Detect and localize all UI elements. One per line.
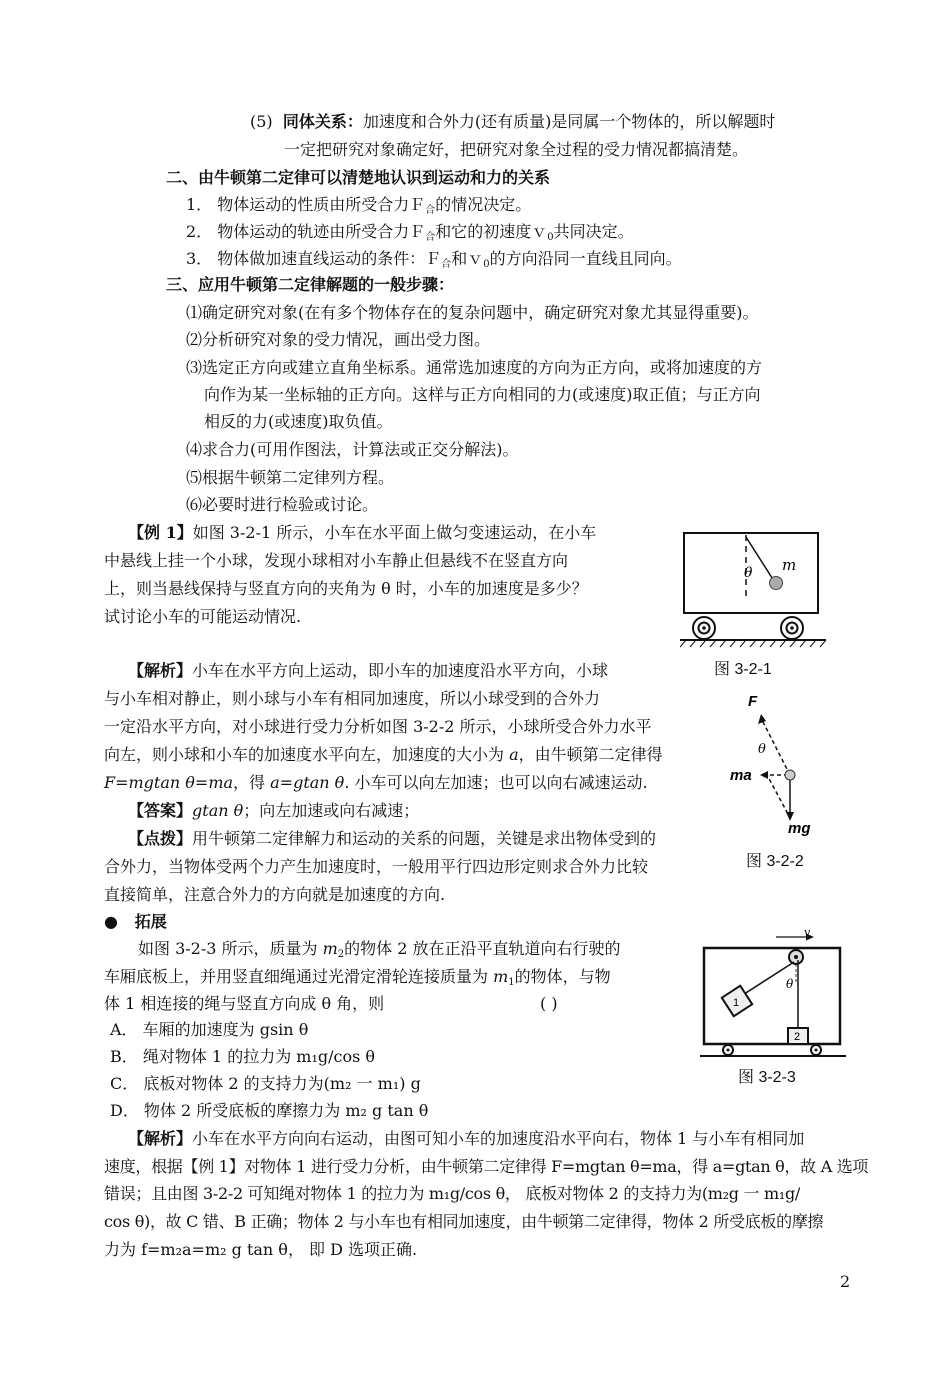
section-2-heading: 二、由牛顿第二定律可以清楚地认识到运动和力的关系 <box>166 168 551 187</box>
figure-3-2-2-caption: 图 3-2-2 <box>746 853 804 870</box>
solution-1-line2: 与小车相对静止，则小球与小车有相同加速度，所以小球受到的合外力 <box>104 689 601 708</box>
theta-label: θ <box>744 565 753 581</box>
extension-heading: ● 拓展 <box>104 912 167 931</box>
solution-2-line4: cos θ)，故 C 错、B 正确；物体 2 与小车也有相同加速度，由牛顿第二定律得，物体 2 所受底板的摩擦 <box>104 1212 824 1231</box>
theta-label: θ <box>786 977 794 991</box>
solution-label: 【解析】 <box>128 1129 193 1148</box>
solution-2-line3: 错误；且由图 3-2-2 可知绳对物体 1 的拉力为 m₁g/cos θ， 底板对物体 2 的支持力为(m₂g 一 m₁g/ <box>104 1184 801 1203</box>
step-2: ⑵分析研究对象的受力情况，画出受力图。 <box>186 330 491 349</box>
item-title: 同体关系： <box>282 112 363 131</box>
mg-label: mg <box>788 820 811 837</box>
answer-label: 【答案】 <box>128 801 193 820</box>
tip-1-line3: 直接简单，注意合外力的方向就是加速度的方向. <box>104 885 446 904</box>
step-5: ⑸根据牛顿第二定律列方程。 <box>186 468 395 487</box>
extension-line3: 体 1 相连接的绳与竖直方向成 θ 角，则 <box>104 994 385 1013</box>
answer-bracket: ( ) <box>540 994 558 1013</box>
sec2-item-2: 2． 物体运动的轨迹由所受合力Ｆ$_合$和它的初速度ｖ$_0$共同决定。 <box>186 222 634 243</box>
figure-3-2-2-force-diagram <box>728 688 818 848</box>
step-3-line1: ⑶选定正方向或建立直角坐标系。通常选加速度的方向为正方向，或将加速度的方 <box>186 358 763 377</box>
sec2-item-1: 1． 物体运动的性质由所受合力Ｆ$_合$的情况决定。 <box>186 195 532 216</box>
example-1-line2: 中悬线上挂一个小球，发现小球相对小车静止但悬线不在竖直方向 <box>104 551 569 570</box>
step-6: ⑹必要时进行检验或讨论。 <box>186 495 379 514</box>
figure-3-2-1-caption: 图 3-2-1 <box>714 661 772 678</box>
tip-1-line1: 【点拨】用牛顿第二定律解力和运动的关系的问题，关键是求出物体受到的 <box>128 829 657 848</box>
step-4: ⑷求合力(可用作图法，计算法或正交分解法)。 <box>186 440 519 459</box>
item-text: 加速度和合外力(还有质量)是同属一个物体的，所以解题时 <box>362 112 776 131</box>
solution-2-line5: 力为 f=m₂a=m₂ g tan θ， 即 D 选项正确. <box>104 1240 418 1259</box>
section-3-heading: 三、应用牛顿第二定律解题的一般步骤： <box>166 275 455 294</box>
bullet-icon: ● <box>104 912 118 931</box>
solution-1-line5: F=mgtan θ=ma，得 a=gtan θ. 小车可以向左加速；也可以向右减速运动. <box>104 773 648 792</box>
sec2-item-3: 3． 物体做加速直线运动的条件：Ｆ$_合$和ｖ$_0$的方向沿同一直线且同向。 <box>186 249 682 270</box>
parallelogram-side <box>766 773 788 814</box>
object-1-label: 1 <box>733 997 740 1009</box>
ground-hatching <box>680 640 826 647</box>
item-5-line2: 一定把研究对象确定好，把研究对象全过程的受力情况都搞清楚。 <box>284 140 749 159</box>
ball <box>785 770 795 780</box>
solution-2-line2: 速度，根据【例 1】对物体 1 进行受力分析，由牛顿第二定律得 F=mgtan θ=ma，得 a=gtan θ，故 A 选项 <box>104 1157 869 1176</box>
figure-3-2-3-carriage <box>698 930 848 1062</box>
solution-2-line1: 【解析】小车在水平方向向右运动，由图可知小车的加速度沿水平向右，物体 1 与小车有相同加 <box>128 1129 805 1148</box>
option-C: C． 底板对物体 2 的支持力为(m₂ 一 m₁) g <box>110 1074 421 1093</box>
figure-3-2-1-cart <box>680 525 830 651</box>
step-3-line2: 向作为某一坐标轴的正方向。这样与正方向相同的力(或速度)取正值；与正方向 <box>204 385 761 404</box>
option-B: B． 绳对物体 1 的拉力为 m₁g/cos θ <box>110 1047 376 1066</box>
tip-label: 【点拨】 <box>128 829 193 848</box>
tip-1-line2: 合外力，当物体受两个力产生加速度时，一般用平行四边形定则求合外力比较 <box>104 857 649 876</box>
item-5-line1 <box>250 111 775 133</box>
item-number: (5) <box>250 112 273 131</box>
step-3-line3: 相反的力(或速度)取负值。 <box>204 412 393 431</box>
extension-line2: 车厢底板上，并用竖直细绳通过光滑定滑轮连接质量为 $m_1$的物体，与物 <box>104 967 611 988</box>
force-F-label: F <box>748 693 758 710</box>
example-1-line4: 试讨论小车的可能运动情况. <box>104 607 302 626</box>
ma-label: ma <box>730 767 752 784</box>
figure-3-2-3-caption: 图 3-2-3 <box>738 1069 796 1086</box>
example-1-line3: 上，则当悬线保持与竖直方向的夹角为 θ 时，小车的加速度是多少？ <box>104 579 588 598</box>
option-D: D． 物体 2 所受底板的摩擦力为 m₂ g tan θ <box>110 1101 429 1120</box>
object-2-label: 2 <box>794 1031 801 1043</box>
velocity-label: v <box>804 930 811 939</box>
theta-label: θ <box>758 742 766 757</box>
solution-label: 【解析】 <box>128 661 193 680</box>
ball <box>770 577 783 590</box>
page-number: 2 <box>840 1272 851 1291</box>
solution-1-line1: 【解析】小车在水平方向上运动，即小车的加速度沿水平方向，小球 <box>128 661 609 680</box>
step-1: ⑴确定研究对象(在有多个物体存在的复杂问题中，确定研究对象尤其显得重要)。 <box>186 303 759 322</box>
answer-1: 【答案】gtan θ；向左加速或向右减速； <box>128 801 420 820</box>
option-A: A． 车厢的加速度为 gsin θ <box>110 1020 309 1039</box>
example-label: 【例 1】 <box>128 523 193 542</box>
example-1-line1: 【例 1】如图 3-2-1 所示，小车在水平面上做匀变速运动，在小车 <box>128 523 597 542</box>
extension-line1: 如图 3-2-3 所示，质量为 $m_2$的物体 2 放在正沿平直轨道向右行驶的 <box>138 939 621 960</box>
mass-label: m <box>782 556 797 574</box>
solution-1-line4: 向左，则小球和小车的加速度水平向左，加速度的大小为 a，由牛顿第二定律得 <box>104 745 663 764</box>
solution-1-line3: 一定沿水平方向，对小球进行受力分析如图 3-2-2 所示，小球所受合外力水平 <box>104 717 652 736</box>
